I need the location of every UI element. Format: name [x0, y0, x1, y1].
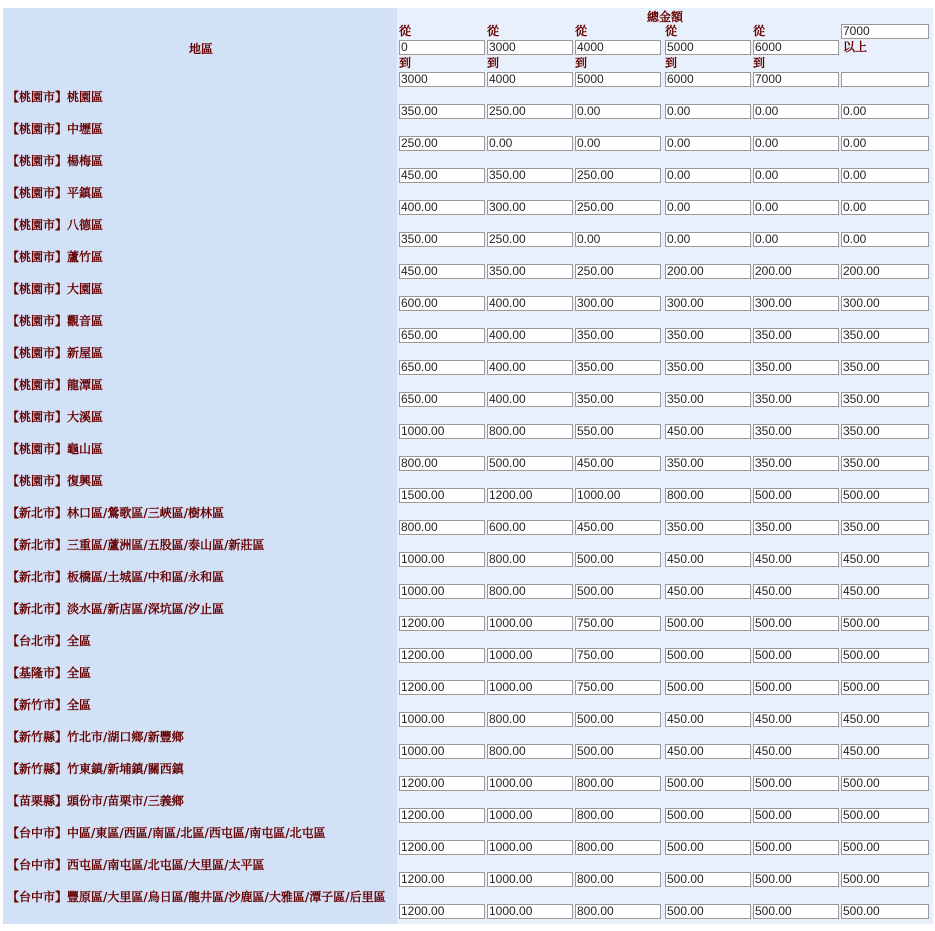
shipping-fee-input[interactable]: 400.00 [487, 296, 573, 311]
shipping-fee-input[interactable]: 800.00 [665, 488, 751, 503]
shipping-fee-input[interactable]: 350.00 [399, 232, 485, 247]
shipping-fee-input[interactable]: 500.00 [575, 552, 661, 567]
region-column-header: 地區 [189, 42, 214, 56]
from-amount-input[interactable]: 5000 [665, 40, 751, 55]
shipping-fee-input[interactable]: 350.00 [575, 328, 661, 343]
shipping-fee-input[interactable]: 0.00 [575, 104, 661, 119]
shipping-fee-input[interactable]: 500.00 [753, 808, 839, 823]
shipping-fee-input[interactable]: 250.00 [399, 136, 485, 151]
shipping-fee-input[interactable]: 450.00 [841, 744, 929, 759]
shipping-fee-input[interactable]: 1200.00 [399, 776, 485, 791]
above-label: 以上 [843, 40, 868, 54]
shipping-fee-input[interactable]: 650.00 [399, 328, 485, 343]
to-amount-input[interactable]: 7000 [753, 72, 839, 87]
shipping-fee-input[interactable]: 750.00 [575, 680, 661, 695]
shipping-fee-input[interactable]: 1000.00 [487, 904, 573, 919]
shipping-fee-input[interactable]: 350.00 [399, 104, 485, 119]
shipping-fee-input[interactable]: 0.00 [753, 168, 839, 183]
to-label: 到 [487, 56, 500, 70]
shipping-fee-input[interactable]: 400.00 [487, 392, 573, 407]
shipping-fee-input[interactable]: 450.00 [665, 552, 751, 567]
region-name: 【台中市】西屯區/南屯區/北屯區/大里區/太平區 [7, 858, 265, 872]
to-amount-input[interactable]: 5000 [575, 72, 661, 87]
shipping-fee-input[interactable]: 500.00 [841, 808, 929, 823]
shipping-fee-input[interactable]: 350.00 [753, 328, 839, 343]
from-label: 從 [575, 24, 588, 38]
from-label: 從 [753, 24, 766, 38]
shipping-fee-input[interactable]: 450.00 [753, 584, 839, 599]
shipping-fee-input[interactable]: 500.00 [665, 808, 751, 823]
shipping-fee-input[interactable]: 1200.00 [487, 488, 573, 503]
to-label: 到 [399, 56, 412, 70]
shipping-fee-input[interactable]: 450.00 [753, 712, 839, 727]
shipping-fee-input[interactable]: 650.00 [399, 360, 485, 375]
shipping-fee-input[interactable]: 350.00 [841, 424, 929, 439]
region-name: 【新北市】三重區/蘆洲區/五股區/泰山區/新莊區 [7, 538, 265, 552]
shipping-fee-input[interactable]: 1000.00 [487, 648, 573, 663]
region-name: 【桃園市】大溪區 [7, 410, 104, 424]
shipping-fee-input[interactable]: 800.00 [487, 424, 573, 439]
shipping-fee-input[interactable]: 750.00 [575, 648, 661, 663]
shipping-fee-input[interactable]: 0.00 [665, 136, 751, 151]
shipping-fee-input[interactable]: 0.00 [575, 136, 661, 151]
to-amount-input[interactable]: 6000 [665, 72, 751, 87]
shipping-fee-input[interactable]: 550.00 [575, 424, 661, 439]
to-label: 到 [753, 56, 766, 70]
shipping-fee-input[interactable]: 450.00 [575, 456, 661, 471]
region-name: 【基隆市】全區 [7, 666, 92, 680]
shipping-fee-input[interactable]: 300.00 [841, 296, 929, 311]
to-amount-input[interactable]: 3000 [399, 72, 485, 87]
shipping-fee-input[interactable]: 500.00 [841, 872, 929, 887]
region-name: 【桃園市】八德區 [7, 218, 104, 232]
shipping-fee-input[interactable]: 1200.00 [399, 872, 485, 887]
shipping-fee-input[interactable]: 800.00 [575, 808, 661, 823]
region-name: 【新北市】板橋區/土城區/中和區/永和區 [7, 570, 225, 584]
shipping-fee-input[interactable]: 1000.00 [399, 552, 485, 567]
shipping-fee-input[interactable]: 1200.00 [399, 616, 485, 631]
shipping-fee-input[interactable]: 350.00 [753, 424, 839, 439]
shipping-fee-input[interactable]: 350.00 [753, 520, 839, 535]
shipping-fee-input[interactable]: 450.00 [753, 744, 839, 759]
shipping-fee-input[interactable]: 650.00 [399, 392, 485, 407]
from-amount-input[interactable]: 4000 [575, 40, 661, 55]
shipping-fee-input[interactable]: 500.00 [841, 776, 929, 791]
region-name: 【桃園市】蘆竹區 [7, 250, 104, 264]
shipping-fee-input[interactable]: 0.00 [665, 168, 751, 183]
region-name: 【新北市】林口區/鶯歌區/三峽區/樹林區 [7, 506, 225, 520]
shipping-fee-input[interactable]: 1200.00 [399, 904, 485, 919]
shipping-fee-input[interactable]: 500.00 [841, 840, 929, 855]
shipping-fee-input[interactable]: 450.00 [665, 744, 751, 759]
region-name: 【台中市】豐原區/大里區/烏日區/龍井區/沙鹿區/大雅區/潭子區/后里區 [7, 890, 386, 904]
shipping-fee-input[interactable]: 500.00 [753, 680, 839, 695]
to-amount-input[interactable]: 4000 [487, 72, 573, 87]
from-label: 從 [399, 24, 412, 38]
shipping-fee-input[interactable]: 500.00 [575, 712, 661, 727]
shipping-fee-input[interactable]: 350.00 [753, 360, 839, 375]
shipping-fee-input[interactable]: 1200.00 [399, 680, 485, 695]
shipping-fee-input[interactable]: 350.00 [665, 328, 751, 343]
region-name: 【新竹市】全區 [7, 698, 92, 712]
shipping-fee-input[interactable]: 350.00 [575, 392, 661, 407]
shipping-fee-input[interactable]: 500.00 [841, 488, 929, 503]
shipping-fee-input[interactable]: 0.00 [753, 232, 839, 247]
shipping-fee-input[interactable]: 1000.00 [487, 872, 573, 887]
shipping-fee-input[interactable]: 450.00 [399, 264, 485, 279]
shipping-fee-input[interactable]: 500.00 [665, 616, 751, 631]
shipping-fee-input[interactable]: 350.00 [841, 456, 929, 471]
shipping-fee-input[interactable]: 0.00 [841, 104, 929, 119]
shipping-fee-input[interactable]: 800.00 [487, 744, 573, 759]
shipping-fee-input[interactable]: 500.00 [753, 872, 839, 887]
shipping-fee-input[interactable]: 500.00 [841, 680, 929, 695]
shipping-fee-input[interactable]: 0.00 [665, 104, 751, 119]
shipping-fee-input[interactable]: 1000.00 [487, 808, 573, 823]
from-amount-input[interactable]: 7000 [841, 24, 929, 39]
shipping-fee-input[interactable]: 1000.00 [399, 424, 485, 439]
shipping-fee-input[interactable]: 350.00 [753, 456, 839, 471]
shipping-fee-input[interactable]: 0.00 [487, 136, 573, 151]
shipping-fee-input[interactable]: 500.00 [665, 648, 751, 663]
shipping-fee-input[interactable]: 250.00 [487, 104, 573, 119]
shipping-fee-input[interactable]: 0.00 [841, 136, 929, 151]
shipping-fee-input[interactable]: 500.00 [487, 456, 573, 471]
shipping-fee-input[interactable]: 1200.00 [399, 840, 485, 855]
shipping-fee-input[interactable]: 300.00 [753, 296, 839, 311]
shipping-fee-input[interactable]: 500.00 [665, 680, 751, 695]
shipping-fee-input[interactable]: 800.00 [575, 872, 661, 887]
total-amount-header: 總金額 [647, 10, 684, 24]
region-name: 【桃園市】觀音區 [7, 314, 104, 328]
region-name: 【新竹縣】竹北市/湖口鄉/新豐鄉 [7, 730, 184, 744]
shipping-fee-input[interactable]: 1200.00 [399, 808, 485, 823]
shipping-fee-input[interactable]: 500.00 [575, 744, 661, 759]
shipping-fee-input[interactable]: 200.00 [753, 264, 839, 279]
region-name: 【桃園市】中壢區 [7, 122, 104, 136]
region-name: 【桃園市】大園區 [7, 282, 104, 296]
shipping-fee-input[interactable]: 450.00 [575, 520, 661, 535]
shipping-fee-input[interactable]: 350.00 [665, 520, 751, 535]
shipping-fee-input[interactable]: 800.00 [487, 552, 573, 567]
shipping-fee-input[interactable]: 450.00 [399, 168, 485, 183]
shipping-fee-input[interactable]: 350.00 [665, 392, 751, 407]
shipping-fee-input[interactable]: 250.00 [575, 264, 661, 279]
shipping-fee-input[interactable]: 800.00 [575, 776, 661, 791]
shipping-fee-input[interactable]: 450.00 [665, 424, 751, 439]
shipping-fee-input[interactable]: 350.00 [575, 360, 661, 375]
shipping-fee-input[interactable]: 500.00 [753, 904, 839, 919]
from-label: 從 [487, 24, 500, 38]
shipping-fee-input[interactable]: 350.00 [841, 392, 929, 407]
shipping-fee-input[interactable]: 450.00 [753, 552, 839, 567]
shipping-fee-input[interactable]: 300.00 [575, 296, 661, 311]
shipping-fee-input[interactable]: 500.00 [665, 904, 751, 919]
shipping-fee-input[interactable]: 0.00 [841, 168, 929, 183]
shipping-fee-input[interactable]: 1000.00 [575, 488, 661, 503]
shipping-fee-input[interactable]: 350.00 [487, 264, 573, 279]
shipping-fee-input[interactable]: 800.00 [399, 456, 485, 471]
shipping-fee-input[interactable]: 0.00 [753, 200, 839, 215]
shipping-fee-input[interactable]: 1000.00 [399, 744, 485, 759]
shipping-fee-input[interactable]: 1000.00 [487, 616, 573, 631]
shipping-fee-input[interactable]: 1000.00 [487, 840, 573, 855]
shipping-fee-input[interactable]: 500.00 [753, 616, 839, 631]
shipping-fee-input[interactable]: 500.00 [753, 840, 839, 855]
shipping-fee-input[interactable]: 350.00 [665, 360, 751, 375]
shipping-fee-input[interactable]: 600.00 [399, 296, 485, 311]
shipping-fee-input[interactable]: 0.00 [841, 200, 929, 215]
shipping-fee-input[interactable]: 600.00 [487, 520, 573, 535]
to-label: 到 [665, 56, 678, 70]
shipping-fee-input[interactable]: 800.00 [487, 584, 573, 599]
shipping-fee-input[interactable]: 450.00 [665, 712, 751, 727]
shipping-fee-input[interactable]: 500.00 [665, 872, 751, 887]
shipping-fee-input[interactable]: 400.00 [487, 360, 573, 375]
shipping-fee-input[interactable]: 500.00 [841, 904, 929, 919]
shipping-fee-input[interactable]: 800.00 [487, 712, 573, 727]
shipping-fee-input[interactable]: 0.00 [753, 136, 839, 151]
shipping-fee-input[interactable]: 350.00 [487, 168, 573, 183]
shipping-fee-input[interactable]: 1500.00 [399, 488, 485, 503]
shipping-fee-input[interactable]: 500.00 [665, 776, 751, 791]
shipping-fee-input[interactable]: 350.00 [753, 392, 839, 407]
shipping-fee-input[interactable]: 500.00 [575, 584, 661, 599]
region-name: 【台北市】全區 [7, 634, 92, 648]
from-label: 從 [665, 24, 678, 38]
shipping-fee-input[interactable]: 0.00 [665, 232, 751, 247]
shipping-fee-input[interactable]: 200.00 [665, 264, 751, 279]
shipping-fee-input[interactable]: 800.00 [575, 904, 661, 919]
region-name: 【台中市】中區/東區/西區/南區/北區/西屯區/南屯區/北屯區 [7, 826, 326, 840]
shipping-fee-input[interactable]: 250.00 [487, 232, 573, 247]
shipping-fee-input[interactable]: 500.00 [665, 840, 751, 855]
from-amount-input[interactable]: 3000 [487, 40, 573, 55]
region-name: 【桃園市】龍潭區 [7, 378, 104, 392]
shipping-fee-input[interactable]: 500.00 [841, 648, 929, 663]
shipping-fee-input[interactable]: 500.00 [753, 648, 839, 663]
shipping-fee-input[interactable]: 0.00 [575, 232, 661, 247]
region-name: 【桃園市】桃園區 [7, 90, 104, 104]
shipping-fee-input[interactable]: 450.00 [841, 552, 929, 567]
shipping-fee-input[interactable]: 500.00 [753, 488, 839, 503]
from-amount-input[interactable]: 6000 [753, 40, 839, 55]
shipping-fee-input[interactable]: 450.00 [665, 584, 751, 599]
region-name: 【新竹縣】竹東鎮/新埔鎮/關西鎮 [7, 762, 184, 776]
shipping-fee-input[interactable]: 300.00 [665, 296, 751, 311]
shipping-fee-input[interactable]: 350.00 [841, 520, 929, 535]
from-amount-input[interactable]: 0 [399, 40, 485, 55]
shipping-fee-input[interactable]: 0.00 [841, 232, 929, 247]
shipping-fee-input[interactable]: 1000.00 [487, 680, 573, 695]
region-name: 【桃園市】復興區 [7, 474, 104, 488]
shipping-fee-input[interactable]: 500.00 [753, 776, 839, 791]
region-name: 【桃園市】新屋區 [7, 346, 104, 360]
shipping-fee-input[interactable]: 300.00 [487, 200, 573, 215]
shipping-fee-input[interactable]: 350.00 [841, 360, 929, 375]
region-name: 【新北市】淡水區/新店區/深坑區/汐止區 [7, 602, 225, 616]
region-name: 【苗栗縣】頭份市/苗栗市/三義鄉 [7, 794, 184, 808]
shipping-fee-input[interactable]: 750.00 [575, 616, 661, 631]
shipping-fee-input[interactable]: 0.00 [665, 200, 751, 215]
shipping-fee-input[interactable]: 250.00 [575, 200, 661, 215]
shipping-fee-input[interactable]: 250.00 [575, 168, 661, 183]
to-label: 到 [575, 56, 588, 70]
shipping-fee-input[interactable]: 350.00 [665, 456, 751, 471]
shipping-fee-input[interactable]: 800.00 [399, 520, 485, 535]
shipping-fee-input[interactable]: 1000.00 [399, 584, 485, 599]
shipping-fee-input[interactable]: 400.00 [487, 328, 573, 343]
shipping-fee-input[interactable]: 450.00 [841, 584, 929, 599]
shipping-fee-input[interactable]: 200.00 [841, 264, 929, 279]
region-column [3, 8, 397, 924]
shipping-fee-input[interactable]: 350.00 [841, 328, 929, 343]
shipping-fee-input[interactable]: 1200.00 [399, 648, 485, 663]
region-name: 【桃園市】楊梅區 [7, 154, 104, 168]
shipping-fee-input[interactable]: 800.00 [575, 840, 661, 855]
shipping-fee-input[interactable]: 0.00 [753, 104, 839, 119]
region-name: 【桃園市】平鎮區 [7, 186, 104, 200]
region-name: 【桃園市】龜山區 [7, 442, 104, 456]
shipping-fee-input[interactable]: 1000.00 [487, 776, 573, 791]
shipping-fee-input[interactable]: 400.00 [399, 200, 485, 215]
shipping-fee-input[interactable]: 500.00 [841, 616, 929, 631]
to-amount-input[interactable] [841, 72, 929, 87]
shipping-fee-input[interactable]: 1000.00 [399, 712, 485, 727]
shipping-fee-input[interactable]: 450.00 [841, 712, 929, 727]
